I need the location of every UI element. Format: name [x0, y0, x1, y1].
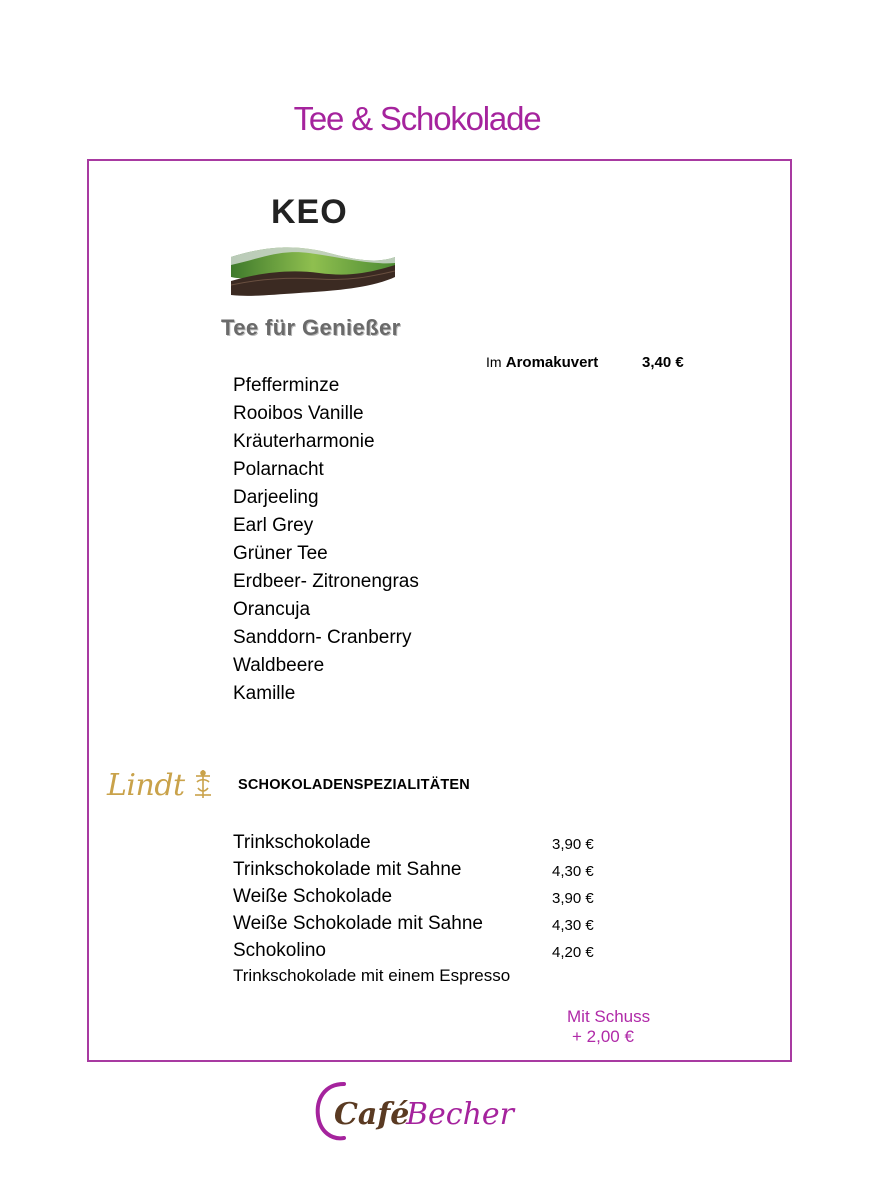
cafe-logo-word1: Café [334, 1097, 410, 1132]
chocolate-item-price: 4,30 € [552, 863, 594, 880]
chocolate-item-price: 4,20 € [552, 944, 594, 961]
chocolate-item [233, 859, 613, 886]
keo-slogan: Tee für Genießer [221, 315, 401, 340]
lindt-emblem-icon [192, 768, 214, 800]
price-prefix: Im [486, 354, 502, 370]
lindt-logo: Lindt [107, 768, 185, 803]
tea-price-row [486, 354, 684, 371]
chocolate-item-name: Trinkschokolade [233, 832, 371, 853]
tea-item: Pfefferminze [233, 375, 340, 396]
chocolate-item-price: 3,90 € [552, 890, 594, 907]
extra-label: Mit Schuss [567, 1007, 651, 1026]
tea-item: Kräuterharmonie [233, 431, 375, 452]
tea-item: Earl Grey [233, 515, 314, 536]
tea-item: Grüner Tee [233, 543, 328, 564]
chocolate-item-price: 4,30 € [552, 917, 594, 934]
page-title: Tee & Schokolade [293, 100, 541, 137]
tea-item: Sanddorn- Cranberry [233, 627, 412, 648]
chocolate-item-name: Trinkschokolade mit Sahne [233, 859, 462, 880]
tea-item: Waldbeere [233, 655, 325, 676]
tea-item: Kamille [233, 683, 296, 704]
tea-item: Orancuja [233, 599, 311, 620]
chocolate-item [233, 832, 613, 859]
chocolate-note: Trinkschokolade mit einem Espresso [233, 966, 511, 985]
chocolate-item-price: 3,90 € [552, 836, 594, 853]
chocolate-item [233, 886, 613, 913]
chocolate-item [233, 913, 613, 940]
chocolate-list [233, 832, 613, 967]
chocolate-item-name: Schokolino [233, 940, 326, 961]
price-label: Aromakuvert [505, 354, 599, 371]
tea-item: Darjeeling [233, 487, 319, 508]
cafe-logo-word2: Becher [406, 1097, 515, 1132]
extra-price: + 2,00 € [572, 1027, 634, 1046]
tea-item: Erdbeer- Zitronengras [233, 571, 419, 592]
chocolate-item-name: Weiße Schokolade [233, 886, 393, 907]
keo-wave-image [229, 243, 397, 299]
tea-price: 3,40 € [642, 354, 684, 371]
keo-logo: KEO [271, 193, 348, 231]
tea-list [233, 372, 419, 708]
chocolate-heading: SCHOKOLADENSPEZIALITÄTEN [238, 777, 470, 793]
chocolate-item-name: Weiße Schokolade mit Sahne [233, 913, 483, 934]
tea-item: Rooibos Vanille [233, 403, 364, 424]
chocolate-item [233, 940, 613, 967]
tea-item: Polarnacht [233, 459, 324, 480]
cafe-becher-logo [314, 1078, 520, 1144]
